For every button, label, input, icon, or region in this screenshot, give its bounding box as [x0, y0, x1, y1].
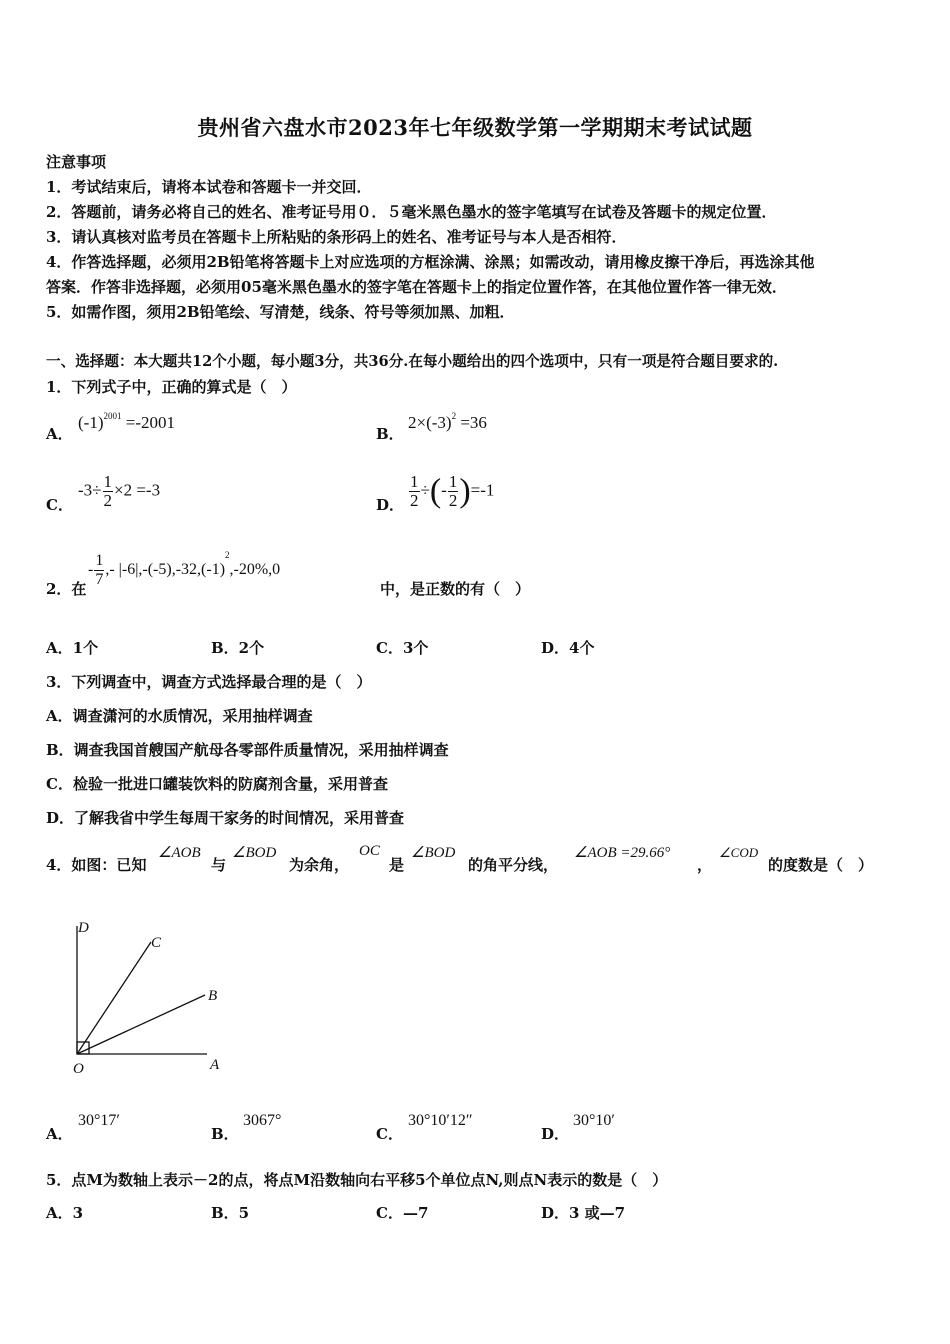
q2-option-a: A．1个	[46, 639, 99, 657]
q1-a-base: (‐1)	[78, 413, 104, 432]
q4-oc: OC	[359, 843, 380, 859]
q2-fraction	[94, 552, 104, 589]
q1-d-lparen: (	[429, 472, 442, 510]
q2-exp: 2	[225, 550, 230, 560]
q1-b-pre: 2×(‐3)	[408, 413, 452, 432]
q4-condition: ∠AOB =29.66°	[574, 845, 671, 861]
question-1-stem: 1．下列式子中，正确的算式是（ ）	[46, 378, 297, 396]
q4-text-3: 为余角，	[289, 856, 350, 874]
q1-option-a-math	[78, 413, 175, 433]
q4-option-b-label: B．	[211, 1125, 239, 1143]
label-b: B	[208, 988, 218, 1004]
notice-item: 4．作答选择题，必须用2B铅笔将答题卡上对应选项的方框涂满、涂黑；如需改动，请用橡皮擦干净后，再选涂其他	[46, 253, 815, 271]
q5-option-d: D．3 或—7	[541, 1204, 626, 1222]
q1-d-num1: 1	[410, 472, 419, 491]
q4-text-4: 是	[389, 856, 405, 874]
q4-option-d-label: D．	[541, 1125, 570, 1143]
q4-option-c-label: C．	[376, 1125, 403, 1143]
q1-d-num2: 1	[448, 472, 458, 491]
q5-option-a: A．3	[46, 1204, 84, 1222]
q1-option-b-math	[408, 413, 487, 433]
q1-d-fraction-1	[409, 473, 420, 510]
q1-option-b-label: B．	[376, 425, 404, 443]
page-title: 贵州省六盘水市2023年七年级数学第一学期期末考试试题	[197, 115, 753, 140]
q4-bod: ∠BOD	[232, 845, 277, 861]
q1-option-d-math	[408, 473, 494, 510]
q1-d-den2: 2	[448, 491, 458, 510]
q1-a-exp: 2001	[103, 411, 122, 421]
q1-option-c-label: C．	[46, 496, 73, 514]
q2-option-d: D．4个	[541, 639, 595, 657]
label-o: O	[73, 1061, 84, 1077]
q4-option-b: 3067°	[243, 1112, 282, 1129]
label-d: D	[78, 920, 89, 936]
q5-option-b: B．5	[211, 1204, 250, 1222]
q2-option-c: C．3个	[376, 639, 429, 657]
q4-cod: ∠COD	[719, 845, 759, 860]
notice-item: 3．请认真核对监考员在答题卡上所粘贴的条形码上的姓名、准考证号与本人是否相符．	[46, 228, 627, 246]
label-a: A	[210, 1057, 220, 1073]
label-c: C	[151, 935, 162, 951]
q4-text-5: 的角平分线，	[468, 856, 559, 874]
q2-option-b: B．2个	[211, 639, 265, 657]
q2-expr1: ,‐ |‐6|,‐(‐5),‐32,(‐1)	[105, 561, 226, 579]
q2-den: 7	[95, 571, 104, 588]
question-5-stem: 5．点M为数轴上表示－2的点，将点M沿数轴向右平移5个单位点N,则点N表示的数是（ ）	[46, 1171, 668, 1189]
q4-text-6: 的度数是（ ）	[768, 856, 874, 874]
q4-option-c: 30°10′12″	[408, 1112, 473, 1129]
q2-expr2: ,‐20%,0	[229, 561, 281, 579]
angle-figure	[60, 915, 240, 1080]
q1-d-rparen: )	[459, 472, 471, 510]
q1-c-num: 1	[103, 472, 112, 491]
q4-bod-2: ∠BOD	[411, 845, 456, 861]
q1-a-rest: =‐2001	[121, 413, 175, 432]
q4-option-a-label: A．	[46, 1125, 73, 1143]
question-3-stem: 3．下列调查中，调查方式选择最合理的是（ ）	[46, 673, 372, 691]
q1-b-exp: 2	[451, 411, 457, 421]
q4-option-a: 30°17′	[78, 1112, 120, 1129]
question-2-prefix: 2．在	[46, 580, 87, 598]
section-heading: 一、选择题：本大题共12个小题，每小题3分，共36分.在每小题给出的四个选项中，只有一项是符合题目要求的.	[46, 353, 779, 370]
notice-item: 答案．作答非选择题，必须用05毫米黑色墨水的签字笔在答题卡上的指定位置作答，在其他位置作答一律无效．	[46, 278, 787, 296]
question-2-suffix: 中，是正数的有（ ）	[380, 580, 531, 598]
question-2-expression	[88, 552, 280, 589]
q1-c-den: 2	[103, 491, 112, 510]
q2-num: 1	[95, 552, 104, 569]
q1-d-den1: 2	[410, 491, 419, 510]
q1-c-pre: ‐3÷	[78, 480, 102, 500]
q1-c-fraction	[103, 473, 114, 510]
q1-option-c-math	[78, 473, 160, 510]
q1-c-rest: ×2 =‐3	[114, 480, 161, 500]
notice-item: 2．答题前，请务必将自己的姓名、准考证号用０．５毫米黑色墨水的签字笔填写在试卷及答题卡的规定位置．	[46, 203, 777, 221]
q2-neg: ‐	[88, 561, 94, 579]
q1-option-a-label: A．	[46, 425, 73, 443]
q4-aob: ∠AOB	[158, 845, 201, 861]
q1-d-fraction-2	[448, 473, 459, 510]
q4-comma: ，	[697, 856, 713, 874]
q1-d-minus: ‐	[441, 480, 447, 500]
q5-option-c: C．—7	[376, 1204, 429, 1222]
notice-item: 1．考试结束后，请将本试卷和答题卡一并交回．	[46, 178, 372, 196]
q1-d-rest: =‐1	[470, 480, 495, 500]
notice-heading: 注意事项	[46, 153, 107, 171]
notice-item: 5．如需作图，须用2B铅笔绘、写清楚，线条、符号等须加黑、加粗．	[46, 303, 515, 321]
q4-text-2: 与	[211, 856, 227, 874]
q1-d-div: ÷	[420, 480, 430, 500]
q4-option-d: 30°10′	[573, 1112, 615, 1129]
q3-option-c: C．检验一批进口罐装饮料的防腐剂含量，采用普查	[46, 775, 388, 793]
q3-option-a: A．调查潇河的水质情况，采用抽样调查	[46, 707, 313, 725]
q1-option-d-label: D．	[376, 496, 405, 514]
q4-text-1: 4．如图：已知	[46, 856, 147, 874]
q3-option-d: D．了解我省中学生每周干家务的时间情况，采用普查	[46, 809, 405, 827]
q3-option-b: B．调查我国首艘国产航母各零部件质量情况，采用抽样调查	[46, 741, 449, 759]
q1-b-rest: =36	[456, 413, 487, 432]
